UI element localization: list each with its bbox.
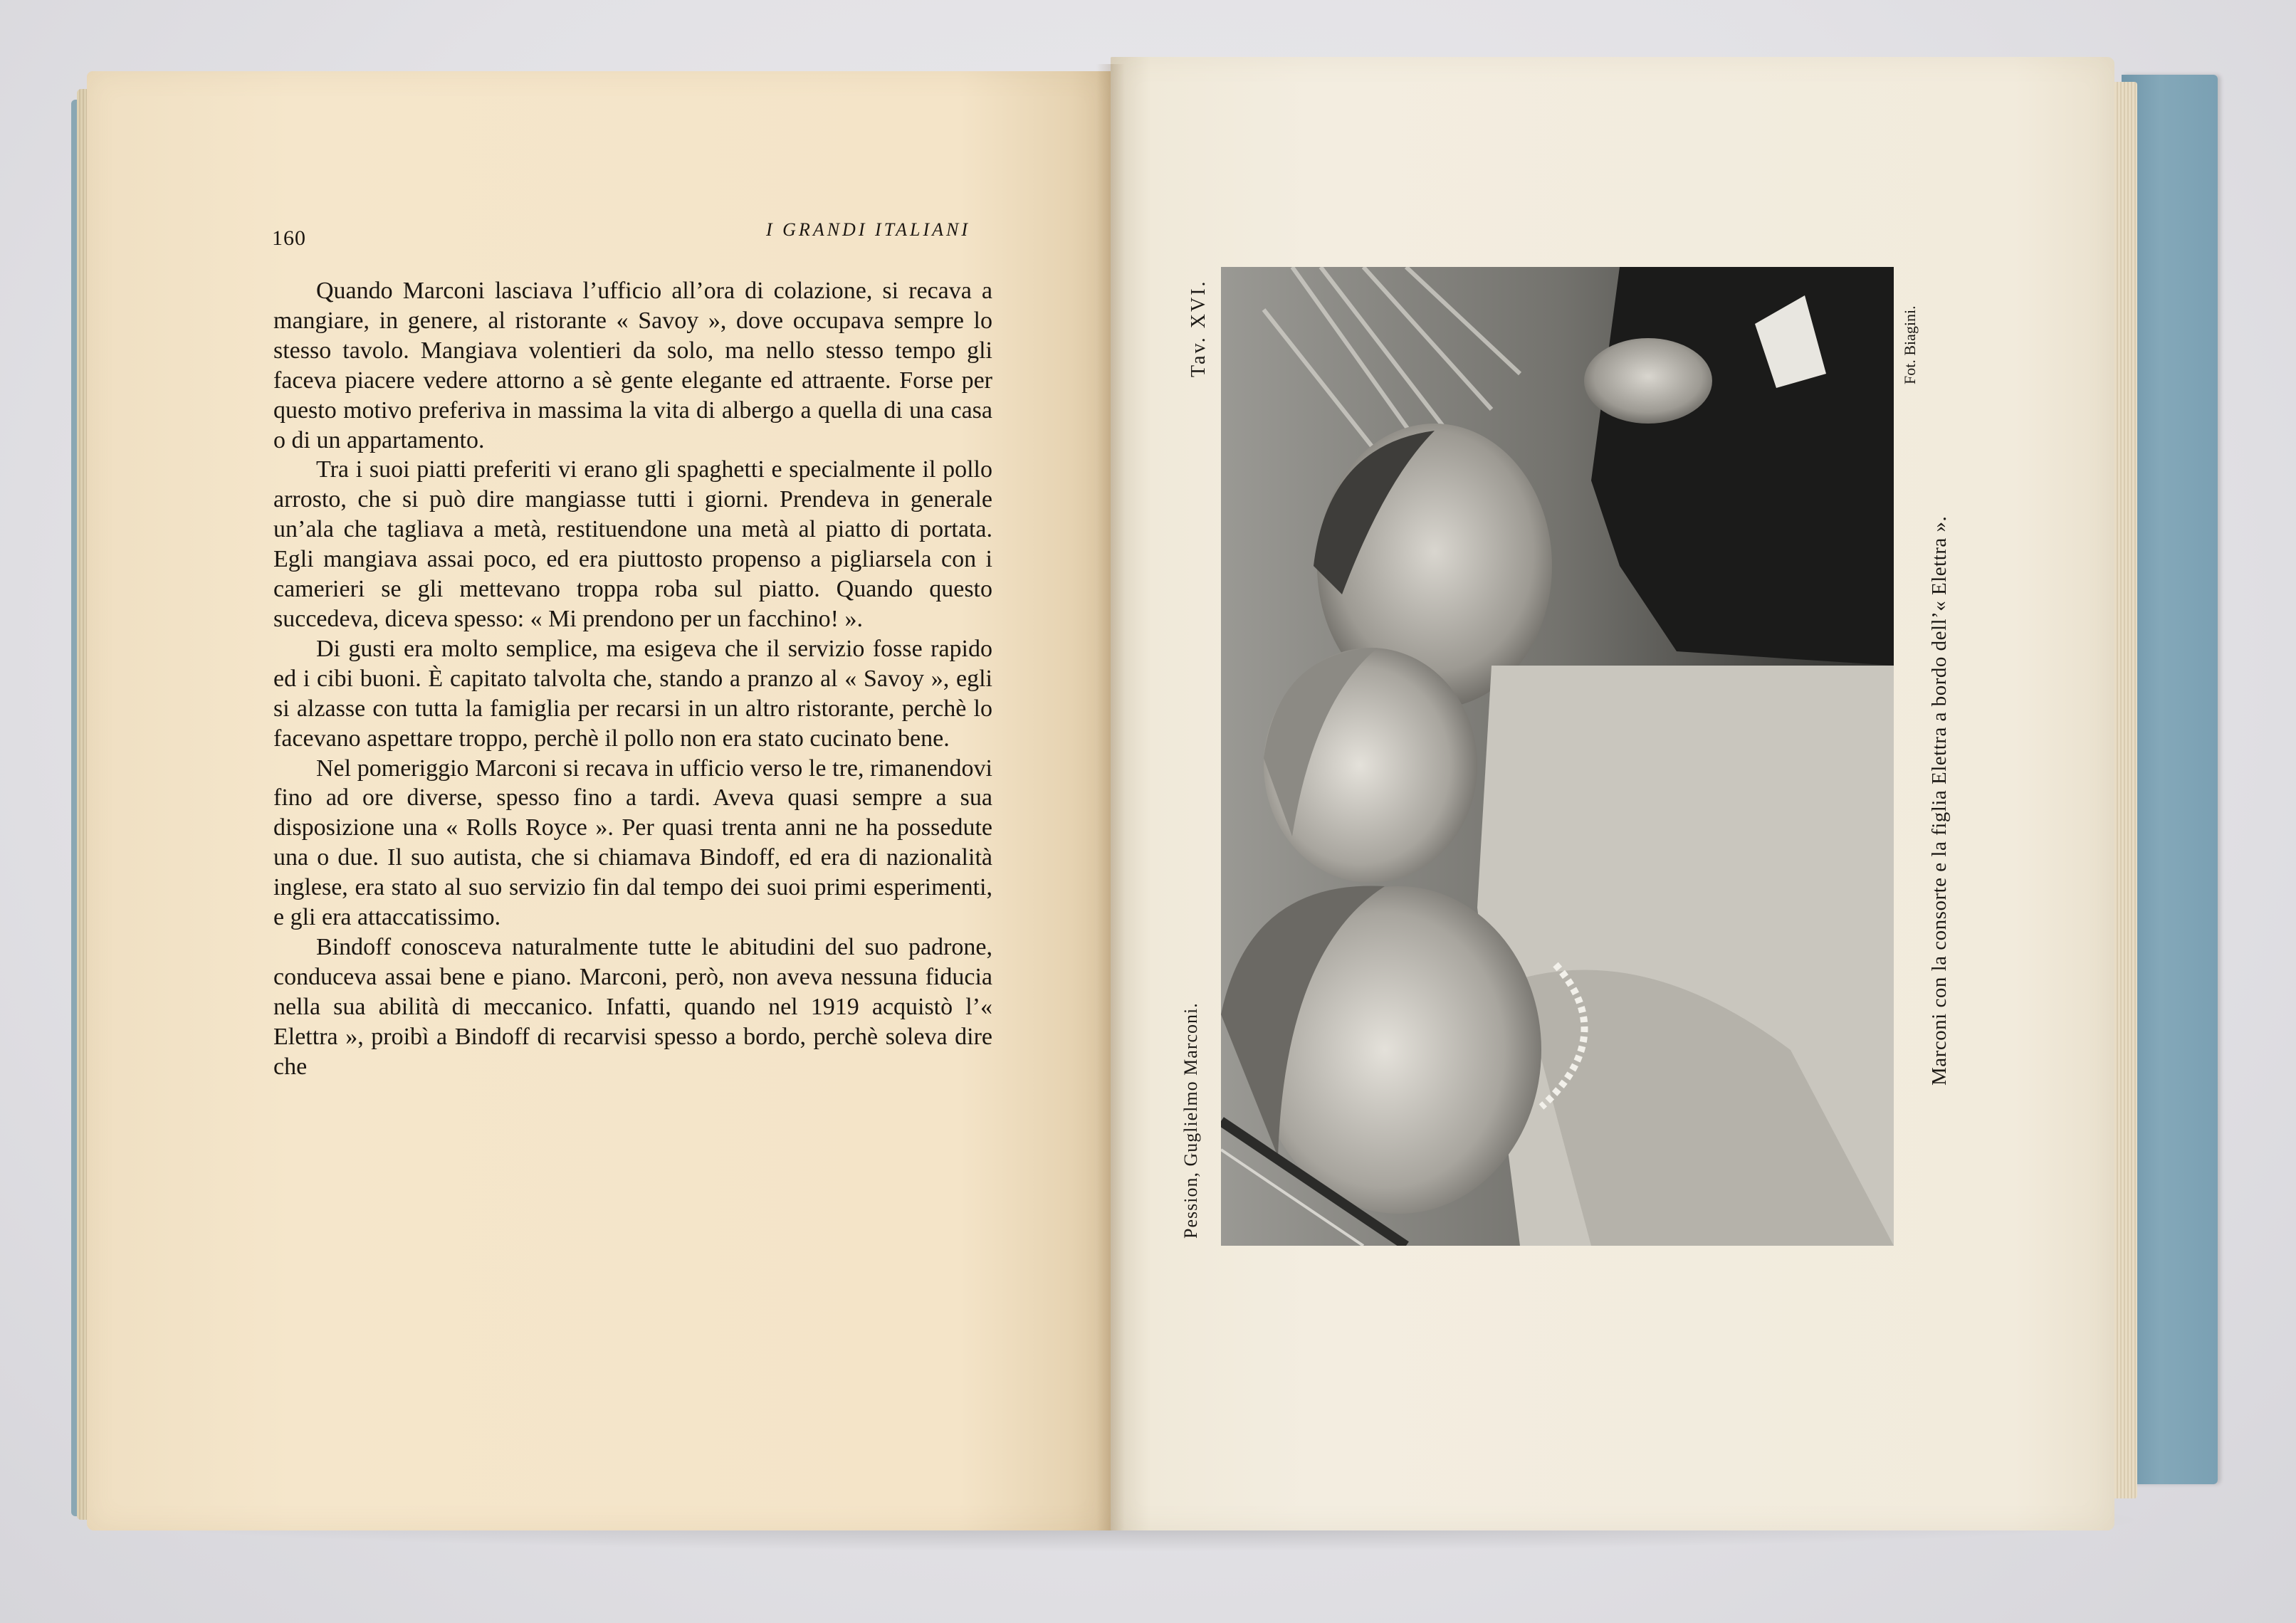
plate-label: Tav. XVI. bbox=[1188, 279, 1210, 377]
paragraph: Quando Marconi lasciava l’ufficio all’ora di colazione, si recava a mangiare, in genere, al ristorante « Savoy », dove occupava sempre lo stesso tavolo. Mangiava volentieri da solo, ma nello stesso tempo gli faceva piacere vedere attorno a sè gente elegante ed attraente. Forse per questo motivo preferiva in massima la vita di albergo a quella di una casa o di un appartamento. bbox=[273, 278, 992, 453]
paragraph: Bindoff conosceva naturalmente tutte le abitudini del suo padrone, conduceva assai bene e piano. Marconi, però, non aveva nessuna fiducia nella sua abilità di meccanico. Infatti, quando nel 1919 acquistò l’« Elettra », proibì a Bindoff di recarvisi spesso a bordo, perchè soleva dire che bbox=[273, 933, 992, 1080]
body-text bbox=[273, 276, 992, 1081]
paragraph: Nel pomeriggio Marconi si recava in ufficio verso le tre, rimanendovi fino ad ore diverse, spesso fino a tardi. Aveva quasi sempre a sua disposizione una « Rolls Royce ». Per quasi trenta anni ne ha possedute una o due. Il suo autista, che si chiamava Bindoff, ed era di nazionalità inglese, era stato al suo servizio fin dal tempo dei suoi primi esperimenti, e gli era attaccatissimo. bbox=[273, 755, 992, 931]
photo-plate bbox=[1221, 267, 1894, 1246]
paragraph: Di gusti era molto semplice, ma esigeva che il servizio fosse rapido ed i cibi buoni. È capitato talvolta che, stando a pranzo al « Savoy », egli si alzasse con tutta la famiglia per recarsi in un altro ristorante, perchè lo facevano aspettare troppo, perchè il pollo non era stato cucinato bene. bbox=[273, 635, 992, 752]
running-head: I GRANDI ITALIANI bbox=[766, 219, 971, 240]
book-gutter bbox=[1096, 64, 1125, 1530]
photographer-credit: Fot. Biagini. bbox=[1901, 305, 1919, 384]
photo-illustration bbox=[1221, 267, 1894, 1246]
paragraph: Tra i suoi piatti preferiti vi erano gli spaghetti e specialmente il pollo arrosto, che si può dire mangiasse tutti i giorni. Prendeva in generale un’ala che tagliava a metà, restituendone una metà al piatto di portata. Egli mangiava assai poco, ed era piuttosto propenso a pigliarsela con i camerieri se gli mettevano troppa roba sul piatto. Quando questo succedeva, diceva spesso: « Mi prendono per un facchino! ». bbox=[273, 456, 992, 632]
photo-caption: Marconi con la consorte e la figlia Elettra a bordo dell’« Elettra ». bbox=[1928, 515, 1951, 1086]
photo-credit: Pession, Guglielmo Marconi. bbox=[1180, 1002, 1201, 1239]
page-number: 160 bbox=[272, 226, 306, 250]
